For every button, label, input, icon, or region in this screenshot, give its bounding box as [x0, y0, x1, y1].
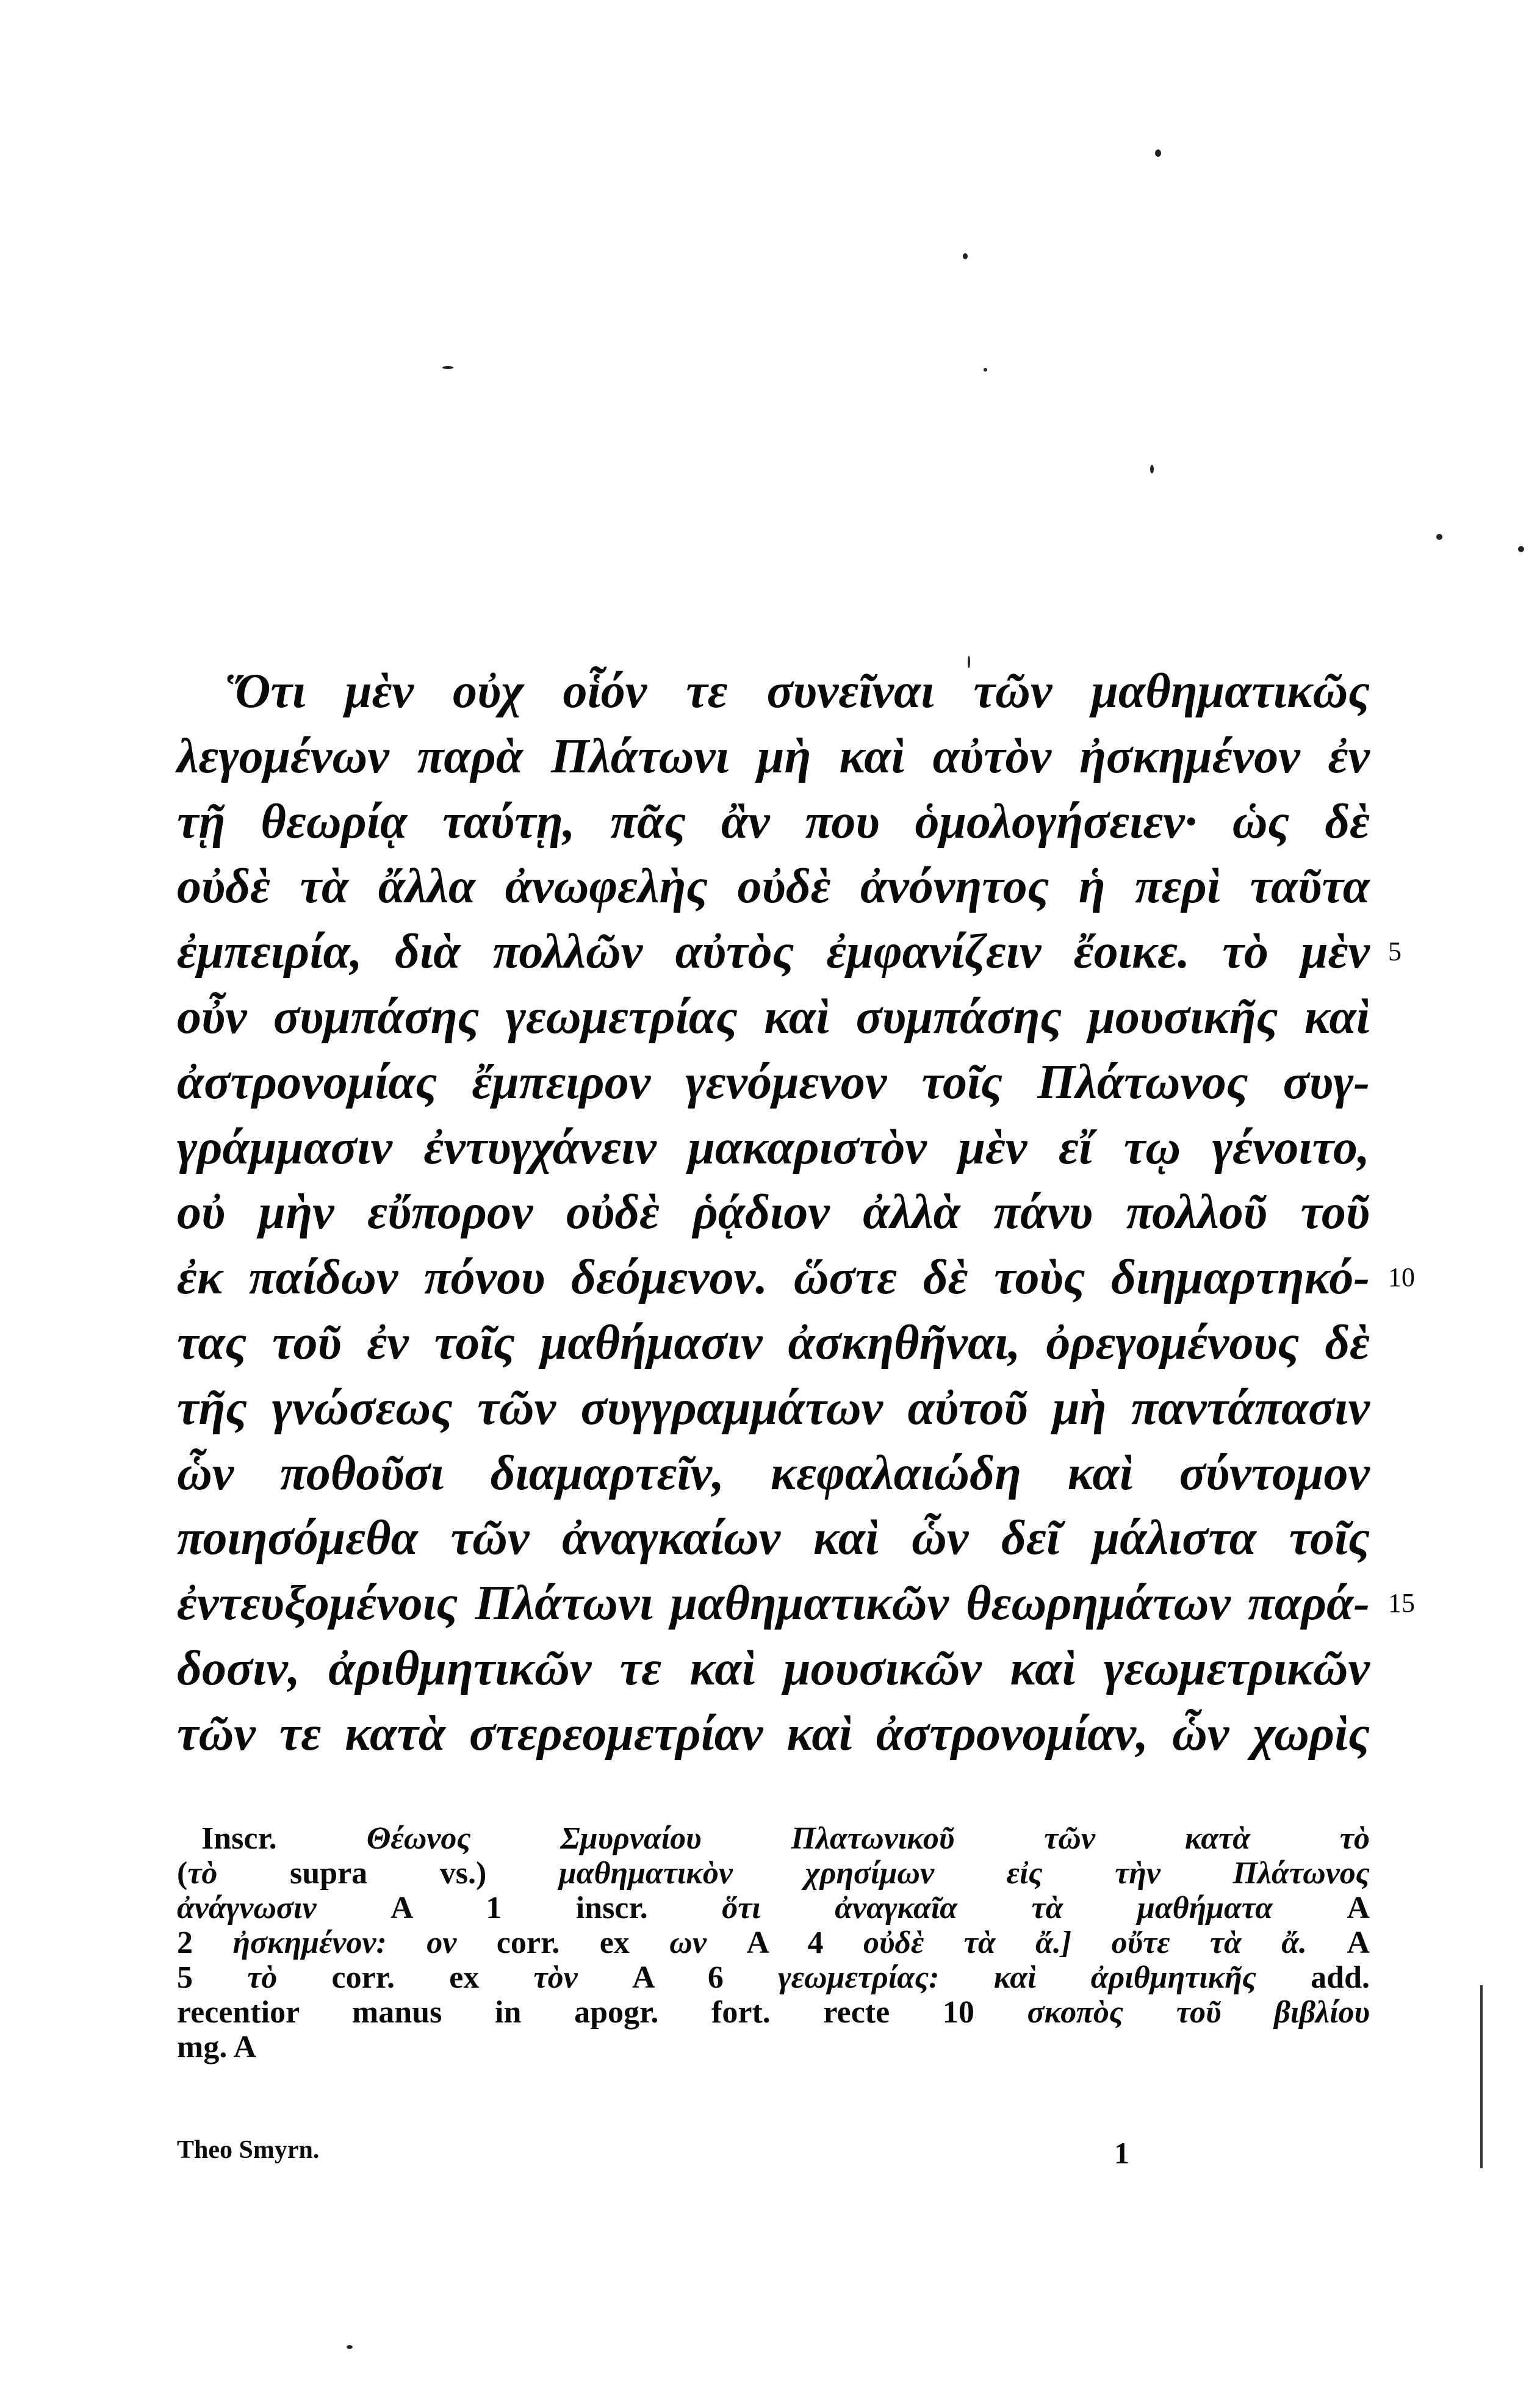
- line-number: 15: [1388, 1588, 1415, 1619]
- text-line: γράμμασιν ἐντυγχάνειν μακαριστὸν μὲν εἴ τῳ γένοιτο,: [177, 1120, 1370, 1174]
- scan-speck: [963, 253, 968, 259]
- footnote-line: 5 τὸ corr. ex τὸν A 6 γεωμετρίας: καὶ ἀριθμητικῆς add.: [177, 1960, 1370, 1995]
- line-number: 10: [1388, 1262, 1415, 1293]
- text-line: Ὅτι μὲν οὐχ οἷόν τε συνεῖναι τῶν μαθηματικῶς: [226, 664, 1370, 718]
- text-line: ποιησόμεθα τῶν ἀναγκαίων καὶ ὧν δεῖ μάλιστα τοῖς: [177, 1511, 1370, 1565]
- scan-speck: [984, 368, 987, 372]
- footnote-line: (τὸ supra vs.) μαθηματικὸν χρησίμων εἰς τὴν Πλάτωνος: [177, 1856, 1370, 1891]
- running-title: Theo Smyrn.: [177, 2136, 320, 2164]
- text-line: λεγομένων παρὰ Πλάτωνι μὴ καὶ αὐτὸν ἠσκημένον ἐν: [177, 729, 1370, 783]
- scan-speck: [347, 2345, 353, 2349]
- text-line: ὧν ποθοῦσι διαμαρτεῖν, κεφαλαιώδη καὶ σύντομον: [177, 1446, 1370, 1500]
- text-line: ἀστρονομίας ἔμπειρον γενόμενον τοῖς Πλάτωνος συγ-: [177, 1055, 1370, 1109]
- scan-speck: [1518, 546, 1524, 552]
- footnote-line: Inscr. Θέωνος Σμυρναίου Πλατωνικοῦ τῶν κατὰ τὸ: [201, 1821, 1370, 1856]
- text-line: τῶν τε κατὰ στερεομετρίαν καὶ ἀστρονομίαν, ὧν χωρὶς: [177, 1706, 1370, 1761]
- text-line: ἐκ παίδων πόνου δεόμενον. ὥστε δὲ τοὺς διημαρτηκό- 10: [177, 1245, 1370, 1310]
- text-line: ἐντευξομένοις Πλάτωνι μαθηματικῶν θεωρημάτων παρά- 15: [177, 1571, 1370, 1636]
- page-footer: [177, 2135, 1153, 2172]
- scan-edge-line: [1480, 1985, 1483, 2168]
- line-number: 5: [1388, 936, 1401, 967]
- footnote-line: mg. A: [177, 2030, 256, 2065]
- text-line: ἐμπειρία, διὰ πολλῶν αὐτὸς ἐμφανίζειν ἔοικε. τὸ μὲν 5: [177, 919, 1370, 985]
- footnote-line: ἀνάγνωσιν A 1 inscr. ὅτι ἀναγκαῖα τὰ μαθήματα A: [177, 1891, 1370, 1925]
- text-line: οὖν συμπάσης γεωμετρίας καὶ συμπάσης μουσικῆς καὶ: [177, 990, 1370, 1044]
- main-text: [177, 659, 1415, 1767]
- footnote-line: recentior manus in apogr. fort. recte 10 σκοπὸς τοῦ βιβλίου: [177, 1995, 1370, 2030]
- text-line: οὐ μὴν εὔπορον οὐδὲ ῥᾴδιον ἀλλὰ πάνυ πολλοῦ τοῦ: [177, 1185, 1370, 1240]
- footnote-line: 2 ἠσκημένον: ον corr. ex ων A 4 οὐδὲ τὰ ἄ.] οὔτε τὰ ἄ. A: [177, 1925, 1370, 1960]
- text-line: τῆς γνώσεως τῶν συγγραμμάτων αὐτοῦ μὴ παντάπασιν: [177, 1381, 1370, 1435]
- scan-speck: [1155, 149, 1161, 157]
- critical-apparatus: [177, 1821, 1370, 2065]
- text-line: τῇ θεωρίᾳ ταύτῃ, πᾶς ἂν που ὁμολογήσειεν· ὡς δὲ: [177, 794, 1370, 849]
- signature-mark: 1: [1114, 2136, 1129, 2170]
- text-line: τας τοῦ ἐν τοῖς μαθήμασιν ἀσκηθῆναι, ὀρεγομένους δὲ: [177, 1315, 1370, 1370]
- scan-speck: [442, 366, 453, 369]
- text-line: οὐδὲ τὰ ἄλλα ἀνωφελὴς οὐδὲ ἀνόνητος ἡ περὶ ταῦτα: [177, 860, 1370, 914]
- scan-speck: [1150, 465, 1154, 473]
- scan-speck: [1436, 534, 1442, 540]
- text-line: δοσιν, ἀριθμητικῶν τε καὶ μουσικῶν καὶ γεωμετρικῶν: [177, 1641, 1370, 1695]
